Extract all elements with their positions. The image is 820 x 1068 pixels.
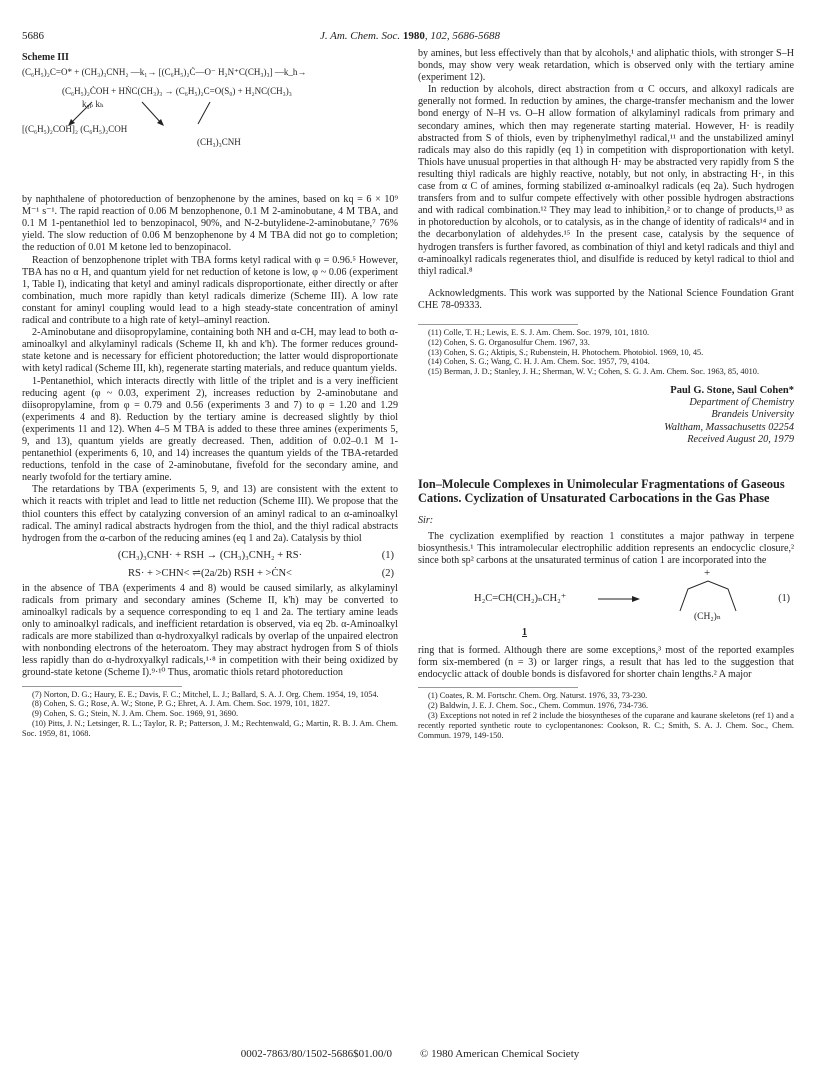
reference-14: (14) Cohen, S. G.; Wang, C. H. J. Am. Chem. Soc. 1957, 79, 4104. bbox=[428, 357, 650, 367]
affiliation bbox=[418, 397, 794, 447]
left-paragraph-6: in the absence of TBA (experiments 4 and 8) would be caused similarly, as alkylaminyl radicals from primary and secondary amines (Scheme II, k'h) may be converted to aminoalkyl radicals by a sequence corresponding to eq 1 and 2a. The tertiary amine leads only to aminoalkyl radicals, and inefficient retardation is observed, via eq 2b. α-Aminoalkyl radicals are more stabilized than α-hydroxyalkyl radicals by overlap of the unpaired electron with nonbonding electrons of the heteroatom. They may abstract hydrogen from S of thiols less rapidly than do α-hydroxyalkyl radicals,¹·⁸ in competition with their being oxidized by ground-state ketone (Scheme I).⁹·¹⁰ Thus, aromatic thiols retard photoreduction bbox=[22, 582, 398, 679]
left-column bbox=[22, 48, 398, 739]
footer-copyright: © 1980 American Chemical Society bbox=[419, 1048, 580, 1060]
reference-7: (7) Norton, D. G.; Haury, E. E.; Davis, F. C.; Mitchel, L. J.; Ballard, S. A. J. Org. Chem. 1954, 19, 1054. bbox=[32, 689, 379, 699]
reference-8: (8) Cohen, S. G.; Rose, A. W.; Stone, P. G.; Ehret, A. J. Am. Chem. Soc. 1979, 101, 1827. bbox=[32, 699, 330, 709]
right-paragraph-1: by amines, but less effectively than that by alcohols,¹ and aliphatic thiols, with stronger S–H bonds, may show very weak retardation, which is observed only with the tertiary amine (experiment 12). bbox=[418, 48, 794, 84]
right-references bbox=[418, 328, 794, 377]
left-paragraph-1: by naphthalene of photoreduction of benzophenone by the amines, based on kq = 6 × 10⁹ M⁻¹ s⁻¹. The rapid reaction of 0.06 M benzophenone, 0.1 M 2-aminobutane, 4 M TBA, and 0.1 M 1-pentanethiol led to benzopinacol, 90%, and N-2-butylidene-2-aminobutane,⁷ 76% yield. The slow reduction of 0.06 M benzophenone by 4 M TBA did not go to completion; the reduction of 0.01 M ketone led to benzopinacol. bbox=[22, 194, 398, 254]
left-paragraph-5: The retardations by TBA (experiments 5, 9, and 13) are consistent with the extent to which it reacts with triplet and lead to little net reduction (Scheme III). We propose that the thiol counters this effect by catalyzing conversion of an aminyl radical to an α-aminoalkyl radical. The aminyl radical abstracts hydrogen from the thiol, and the thiyl radical abstracts hydrogen from the α-carbon of the reducing amines (eq 1 and 2a). Catalysis by thiol bbox=[22, 484, 398, 544]
reaction-1-plus: + bbox=[704, 567, 711, 580]
footnote-rule-left bbox=[22, 686, 182, 687]
page-footer bbox=[0, 1048, 820, 1060]
reference-11: (11) Colle, T. H.; Lewis, E. S. J. Am. Chem. Soc. 1979, 101, 1810. bbox=[428, 327, 650, 337]
reaction-1-reactant: H₂C=CH(CH₂)ₙCH₂⁺ bbox=[474, 593, 567, 605]
article-2-reference-1: (1) Coates, R. M. Fortschr. Chem. Org. Naturst. 1976, 33, 73-230. bbox=[428, 691, 648, 701]
received-date: Received August 20, 1979 bbox=[687, 434, 794, 446]
left-paragraph-3: 2-Aminobutane and diisopropylamine, containing both NH and α-CH, may lead to both α-aminoalkyl and alkylaminyl radicals (Scheme II, kh and k'h). The former reduces ground-state ketone and is necessary for efficient photoreduction; the latter would disproportionate with ketyl radical (Scheme III, kh), regenerate starting materials, and reduce quantum yields. bbox=[22, 327, 398, 375]
affiliation-department: Department of Chemistry bbox=[689, 397, 794, 409]
scheme-label: Scheme III bbox=[22, 52, 69, 63]
right-paragraph-2: In reduction by alcohols, direct abstraction from α C occurs, and alkoxyl radicals are generally not formed. In reduction by amines, the charge-transfer mechanism and the lower bond energy of N–H vs. O–H allow formation of alkylaminyl radicals from primary and secondary amines, which then may regenerate starting material. However, H· is readily abstracted from S of thiols, even by triphenylmethyl radical,¹¹ and the unstabilized aminyl radicals may also do this rapidly (eq 1) in competition with disproportionation with ketyl. Thiols have unusual properties in that although H· may be abstracted very rapidly from S the resulting thiyl radicals are highly reactive, notably, but not only, in abstracting H·, in this case from α C of amines, forming stabilized α-aminoalkyl radicals (eq 2a). Such hydrogen transfers from and to sulfur compete effectively with other possible hydrogen abstractions and with radical combination.¹² They may lead to inhibition,² or to change of products,¹³ as in photoreduction by alcohols, or to catalysis, as in the change of identity of radicals¹⁴ and in the decarbonylation of aldehydes.¹⁵ In the present case, catalysis by the sequence of hydrogen transfers is further favored, as combination of thiyl and ketyl radicals and thiyl and α-aminoalkyl radicals regenerates thiol, and disulfide is reduced by ketyl radical to thiol and thiyl radical.⁸ bbox=[418, 84, 794, 277]
equation-1 bbox=[22, 547, 398, 565]
footnote-rule-right bbox=[418, 324, 578, 325]
equation-2 bbox=[22, 565, 398, 583]
scheme-row-4: [(C₆H₅)₂COH]₂ (C₆H₅)₂COH bbox=[22, 124, 128, 135]
left-paragraph-2: Reaction of benzophenone triplet with TBA forms ketyl radical with φ = 0.96.⁵ However, TBA has no α H, and quantum yield for net reduction of ketone is low, φ ~ 0.06 (experiment 1, Table I), indicating that ketyl and aminyl radicals disproportionate, either directly or after combination, much more rapidly than ketyl radicals dimerize (Scheme III). A low rate constant for aminyl coupling would lead to a high steady-state concentration of aminyl radical and contribute to a high rate of ketyl–aminyl reaction. bbox=[22, 254, 398, 327]
article-2-title: Ion–Molecule Complexes in Unimolecular Fragmentations of Gaseous Cations. Cyclization of Unsaturated Carbocations in the Gas Phase bbox=[418, 476, 785, 505]
reaction-1 bbox=[418, 567, 794, 645]
scheme-row-5: (CH₃)₃CNH bbox=[197, 137, 241, 148]
scheme-rate-labels: k₃ₚ kₕ bbox=[82, 99, 104, 110]
article-2-paragraph-2: ring that is formed. Although there are some exceptions,³ most of the reported examples form six-membered (n = 3) or larger rings, a result that has led to the suggestion that endocyclic attack of double bonds is disfavored for shorter chain lengths.² A major bbox=[418, 645, 794, 681]
scheme-row-1: (C₆H₅)₂C=O* + (CH₃)₃CNH₂ —k₁→ [(C₆H₅)₂Ċ—O⁻ H₂N⁺C(CH₃)₃] —k_h→ bbox=[22, 67, 307, 78]
article-2-reference-3: (3) Exceptions not noted in ref 2 include the biosyntheses of the cuparane and kaurane skeletons (ref 1) and a recently reported synthetic route to cyclopentanones: Cookson, R. C.; Smith, S. A. J. Chem. Soc., Chem. Commun. 1979, 149-150. bbox=[418, 710, 794, 740]
reference-10: (10) Pitts, J. N.; Letsinger, R. L.; Taylor, R. P.; Patterson, J. M.; Rechtenwald, G.; Martin, R. B. J. Am. Chem. Soc. 1959, 81, 1068. bbox=[22, 718, 398, 738]
equation-2-number: (2) bbox=[381, 567, 394, 579]
reference-9: (9) Cohen, S. G.; Stein, N. J. Am. Chem. Soc. 1969, 91, 3690. bbox=[32, 709, 239, 719]
journal-year: 1980 bbox=[402, 30, 425, 42]
running-header bbox=[0, 30, 820, 42]
compound-label-1: 1 bbox=[522, 627, 528, 639]
footnote-rule-article-2 bbox=[418, 687, 578, 688]
affiliation-university: Brandeis University bbox=[711, 409, 794, 421]
reference-13: (13) Cohen, S. G.; Aktipis, S.; Rubenstein, H. Photochem. Photobiol. 1969, 10, 45. bbox=[428, 347, 704, 357]
reaction-1-number: (1) bbox=[778, 593, 790, 605]
page-number: 5686 bbox=[22, 30, 44, 42]
article-2-reference-2: (2) Baldwin, J. E. J. Chem. Soc., Chem. Commun. 1976, 734-736. bbox=[428, 701, 649, 711]
footer-code: 0002-7863/80/1502-5686$01.00/0 bbox=[240, 1048, 392, 1060]
reaction-1-ring-label: (CH₂)ₙ bbox=[694, 612, 721, 623]
affiliation-city: Waltham, Massachusetts 02254 bbox=[664, 421, 794, 433]
article-2-references bbox=[418, 691, 794, 740]
authors: Paul G. Stone, Saul Cohen* bbox=[670, 384, 794, 396]
salutation: Sir: bbox=[418, 514, 434, 526]
scheme-row-2: (C₆H₅)₂ĊOH + HṄC(CH₃)₃ → (C₆H₅)₂C=O(S₀) + H₂NC(CH₃)₃ bbox=[62, 86, 292, 97]
equation-2-text: RS· + >CHN< ⇌(2a/2b) RSH + >ĊN< bbox=[128, 567, 292, 579]
equation-1-text: (CH₃)₃CNH· + RSH → (CH₃)₃CNH₂ + RS· bbox=[117, 549, 303, 561]
reaction-1-drawing bbox=[418, 567, 794, 645]
right-column bbox=[418, 48, 794, 740]
scheme-iii bbox=[22, 66, 398, 194]
journal-volume: , 102, 5686-5688 bbox=[424, 30, 501, 42]
acknowledgments: Acknowledgments. This work was supported by the National Science Foundation Grant CHE 78-09333. bbox=[418, 287, 794, 311]
left-paragraph-4: 1-Pentanethiol, which interacts directly with little of the triplet and is a very inefficient reducing agent (φ ~ 0.03, experiment 2), increases reduction by 2-aminobutane and diisopropylamine, from φ = 0.79 and 0.56 (experiments 3 and 7) to φ = 1.20 and 1.29 (experiments 4 and 8). Reduction by the tertiary amine is decreased slightly by thiol (experiments 11 and 12). When 4–5 M TBA is added to these three amines (experiments 5, 9, and 13), quantum yields are greatly decreased. Then, addition of 0.02–0.1 M 1-pentanethiol (experiments 6, 10, and 14) increases the quantum yields of the TBA-retarded reductions, tenfold in the case of 2-aminobutane, fivefold for the secondary amine, and nearly twofold for the tertiary amine. bbox=[22, 375, 398, 484]
article-2-paragraph-1: The cyclization exemplified by reaction 1 constitutes a major pathway in terpene biosynthesis.¹ This intramolecular electrophilic addition represents an endocyclic closure,² since both sp² carbons at the unsaturated terminus of cation 1 are incorporated into the bbox=[418, 530, 794, 566]
reference-15: (15) Berman, J. D.; Stanley, J. H.; Sherman, W. V.; Cohen, S. G. J. Am. Chem. Soc. 1963, 85, 4010. bbox=[428, 367, 760, 377]
left-references bbox=[22, 690, 398, 739]
equation-1-number: (1) bbox=[381, 549, 394, 561]
reference-12: (12) Cohen, S. G. Organosulfur Chem. 1967, 33. bbox=[428, 337, 590, 347]
journal-name: J. Am. Chem. Soc. bbox=[319, 30, 401, 42]
